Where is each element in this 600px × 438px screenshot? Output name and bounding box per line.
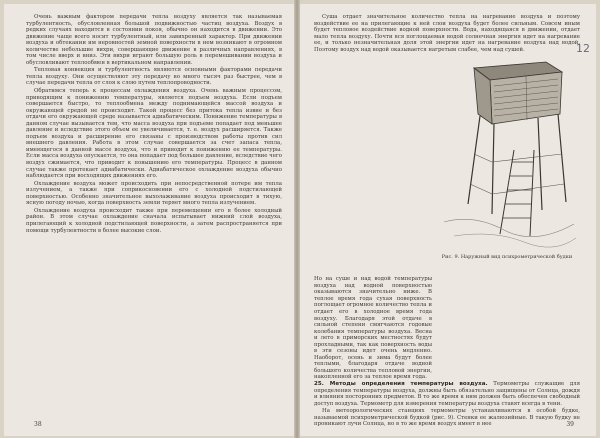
paragraph: Охлаждение воздуха происходит также при перемещении его в более холодный район. В этом случае охлаждение сначала испытывает нижний слой воздуха, прилегающий к холодной подстилающей поверхности, а затем распространяется при помощи турбулентности в более высокие слои. [26, 207, 282, 234]
left-page [4, 4, 294, 436]
paragraph: Очень важным фактором передачи тепла воздуху является так называемая турбулентность, обусловленная большой подвижностью частиц воздуха. Воздух в редких случаях находится в состоянии покоя, обычно он находится в движении. Это движение чаще всего носит турбулентный, или завихренный характер. При движении воздуха и обтекании им неровностей земной поверхности в нем возникают в огромном количестве небольшие вихри, совершающие движение в различных направлениях, в том числе вверх и вниз. Эти вихри играют большую роль в перемешивании воздуха и обусловливают теплообмен в вертикальном направлении. [26, 14, 282, 66]
paragraph: На метеорологических станциях термометры устанавливаются в особой будке, называемой психрометрической будкой (рис. 9). Стенки ее жалюзийные. В такую будку не проникают лучи Солнца, но в то же время воздух имеет в нее [314, 408, 580, 428]
section-text: Термометры служащие для определения температуры воздуха, должны быть обязательно защищены от Солнца, дождя и влияния посторонних предметов. В то же время к ним должен быть обеспечен свободный доступ воздуха. Термометр для измерения температуры воздуха ставят всегда в тени. [314, 381, 580, 407]
page-number: 38 [34, 421, 42, 428]
figure-caption: Рис. 9. Наружный вид психрометрической будки [441, 254, 573, 261]
handwritten-note: 12 [576, 42, 590, 55]
paragraph: Тепловая конвекция и турбулентность являются основными факторами передачи тепла воздуху. Они осуществляют эту передачу во много тысяч раз быстрее, чем в случае передачи тепла от слоя к слою путем теплопроводности. [26, 67, 282, 87]
paragraph: Но на суше и над водой температуры воздуха над водной поверхностью оказываются значительно ниже. В теплое время года сухая поверхность поглощает огромное количество тепла и отдает его в холодное время года воздуху. Благодаря этой отдаче в сильной степени смягчаются годовые колебания температуры воздуха. Весна и лето в приморских местностях будут прохладными, так как поверхность воды в эти сезоны идет очень медленно. Наоборот, осень и зима будут более теплыми, благодаря отдаче водной большого количества тепловой энергии, накопленной его за теплое время года. [314, 276, 432, 381]
page-number: 39 [566, 421, 574, 428]
paragraph: Охлаждение воздуха может происходить при непосредственной потере им тепла излучением, а также при соприкосновении его с холодной подстилающей поверхностью. Особенно значительное выхолаживание воздуха происходит в тихую, ясную погоду ночью, когда поверхность земли теряет много тепла излучением. [26, 180, 282, 207]
figure-psychrometric-booth [434, 54, 580, 274]
paragraph: Обратимся теперь к процессам охлаждения воздуха. Очень важным процессом, приводящим к понижению температуры, является подъем воздуха. Если подъем совершается быстро, то теплообмена между поднимающейся массой воздуха и окружающей средой не происходит. Такой процесс без притока тепла извне и без отдачи его окружающей среде называется адиабатическим. Понижение температуры в данном случае вызывается тем, что масса воздуха при подъеме попадает под меньшее давление и вследствие этого объем ее увеличивается, т. е. воздух расширяется. Также подъем воздуха и расширение его связаны с производством работы против сил внешнего давления. Работа в этом случае совершается за счет запаса тепла, имеющегося в данной массе воздуха, что и приводит к понижению ее температуры. Если масса воздуха опускается, то она попадает под большее давление, вследствие чего воздух сжимается, что приводит к повышению его температуры. Процесс в данном случае также протекает адиабатически. Адиабатическое охлаждение воздуха обычно наблюдается при восходящих движениях его. [26, 88, 282, 180]
paragraph: Суша отдает значительное количество тепла на нагревание воздуха и поэтому воздействие ее на прилегающие к ней слои воздуха будет более сильным. Совсем иным будет тепловое воздействие водной поверхности. Вода, находящаяся в движении, отдает мало тепла воздуху. Почти вся поглощаемая водой солнечная энергия идет на нагревание ее, и только незначительная доля этой энергии идет на нагревание воздуха над водой. Поэтому воздух над водой оказывается нагретым слабее, чем над сушей. [314, 14, 580, 53]
section-heading: 25. Методы определения температуры воздуха. [314, 381, 488, 388]
psychrometric-booth-drawing [434, 54, 580, 254]
section [314, 381, 580, 407]
right-page [300, 4, 596, 436]
